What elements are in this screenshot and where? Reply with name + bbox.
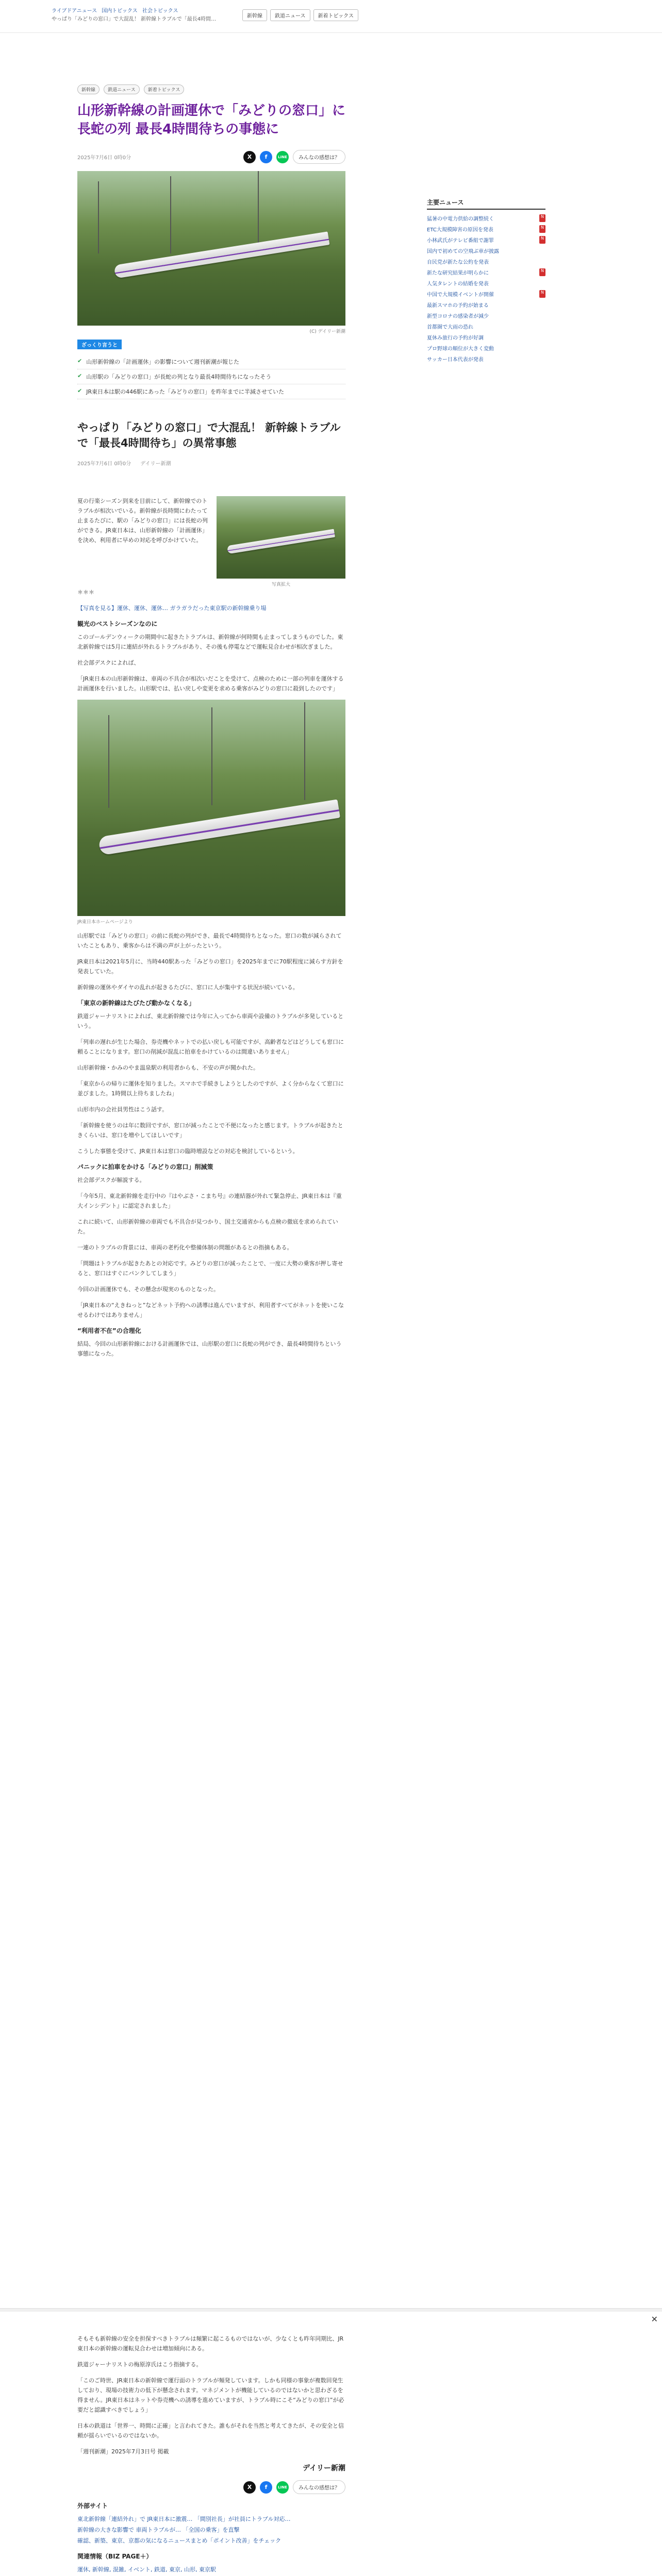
breadcrumb-item[interactable]: ライブドアニュース (52, 8, 97, 14)
article-heading: やっぱり「みどりの窓口」で大混乱！ 新幹線トラブルで「最長4時間待ち」の異常事態 (77, 421, 341, 449)
sidebar-item[interactable]: 小林武氏がテレビ番組で謝罪 N (427, 234, 545, 245)
summary-item: ✔ JR東日本は駅の446駅にあった「みどりの窓口」を昨年までに半減させていた (77, 384, 345, 399)
paragraph: このゴールデンウィークの期間中に起きたトラブルは、新幹線が何時間も止まってしまうものでした。東北新幹線では5月に連結が外れるトラブルがあり、その後も停電などで運転見合わせが相次ぎました。 (77, 634, 343, 650)
sidebar-item[interactable]: 自民党が新たな公約を発表 (427, 260, 489, 265)
external-links-heading: 外部サイト (77, 2502, 108, 2510)
meta-row (77, 150, 345, 164)
photo-caption: (C) デイリー新潮 (309, 329, 345, 334)
x-share-icon[interactable]: X (243, 2481, 256, 2494)
paragraph: 「列車の遅れが生じた場合、券売機やネットでの払い戻しも可能ですが、高齢者などはどうしても窓口に頼ることになります。窓口の削減が混乱に拍車をかけているのは間違いありません」 (77, 1039, 344, 1055)
lead-block (77, 496, 345, 587)
subheading: パニックに拍車をかける「みどりの窓口」削減策 (77, 1163, 213, 1171)
summary-item: ✔ 山形駅の「みどりの窓口」が長蛇の列となり最長4時間待ちになったそう (77, 369, 345, 384)
x-share-icon[interactable]: X (243, 151, 256, 163)
inline-caption: 写真拡大 (271, 582, 290, 587)
pill-tag[interactable]: 新着トピックス (144, 84, 185, 94)
sidebar-item[interactable]: 夏休み旅行の予約が好調 (427, 335, 484, 341)
paragraph: 結局、今回の山形新幹線における計画運休では、山形駅の窓口に長蛇の列ができ、最長4時間待ちという事態になった。 (77, 1341, 342, 1357)
summary-list (77, 354, 345, 399)
external-link[interactable]: 確認、新築、東京、京都の気になるニュースまとめ「ポイント改善」をチェック (77, 2537, 282, 2544)
article-date: 2025年7月6日 0時0分 (77, 155, 131, 161)
brand-logo[interactable]: デイリー新潮 (302, 2464, 345, 2472)
sidebar-item[interactable]: プロ野球の順位が大きく変動 (427, 346, 494, 352)
paragraph: そもそも新幹線の安全を担保すべきトラブルは頻繁に起こるものではないが、少なくとも昨年同期比、JR東日本の新幹線の運転見合わせは増加傾向にある。 (77, 2335, 344, 2352)
article-date-2: 2025年7月6日 0時0分 (77, 461, 131, 467)
line-share-icon[interactable]: LINE (276, 151, 289, 163)
paragraph: 山形市内の会社員男性はこう話す。 (77, 1106, 168, 1113)
facebook-share-icon[interactable]: f (260, 2481, 272, 2494)
tags-heading: 関連情報（BIZ PAGE＋） (77, 2553, 153, 2560)
sidebar-title: 主要ニュース (427, 198, 545, 210)
paragraph: 鉄道ジャーナリストによれば、東北新幹線では今年に入ってから車両や設備のトラブルが多発しているという。 (77, 1013, 344, 1029)
lead-paragraph: 夏の行楽シーズン到来を目前にして、新幹線でのトラブルが相次いでいる。新幹線が長時間にわたって止まるたびに、駅の「みどりの窓口」には長蛇の列ができる。JR東日本は、山形新幹線の「計画運休」を決め、利用者に早めの対応を呼びかけていた。 (77, 498, 208, 544)
sidebar-item[interactable]: サッカー日本代表が発表 (427, 357, 484, 363)
paragraph: 「東京からの帰りに運休を知りました。スマホで手続きしようとしたのですが、よく分からなくて窓口に並びました。1時間以上待ちましたね」 (77, 1080, 344, 1097)
inline-photo[interactable] (217, 496, 345, 579)
sidebar-item[interactable]: 最新スマホの予約が始まる (427, 303, 489, 309)
pill-tag[interactable]: 新幹線 (77, 84, 100, 94)
article-source[interactable]: デイリー新潮 (140, 461, 171, 467)
summary-box (77, 340, 345, 399)
source-note: 「週刊新潮」2025年7月3日号 掲載 (77, 2448, 169, 2455)
summary-item: ✔ 山形新幹線の「計画運休」の影響について週刊新潮が報じた (77, 354, 345, 369)
paragraph: 社会部デスクが解説する。 (77, 1177, 145, 1183)
external-link[interactable]: 東北新幹線「連結外れ」で JR東日本に激震… 「間別社長」が社員にトラブル対応… (77, 2516, 291, 2522)
facebook-share-icon[interactable]: f (260, 151, 272, 163)
reaction-button[interactable]: みんなの感想は？ (293, 2480, 345, 2494)
inline-figure (217, 496, 345, 587)
header-tab[interactable]: 新幹線 (242, 9, 267, 21)
article (77, 84, 345, 1365)
subheading: “利用者不在”の合理化 (77, 1327, 141, 1334)
sidebar-item[interactable]: 中国で大規模イベントが開催 N (427, 289, 545, 299)
article-continued (77, 2334, 345, 2576)
breadcrumb-item[interactable]: 社会トピックス (142, 8, 178, 14)
top-header (0, 0, 662, 33)
tags-list[interactable]: 運休, 新幹線, 混雑, イベント, 鉄道, 東京, 山形, 東京駅 (77, 2566, 216, 2573)
pill-tag[interactable]: 鉄道ニュース (104, 84, 140, 94)
paragraph: 「JR東日本の“えきねっと”などネット予約への誘導は進んでいますが、利用者すべてがネットを使いこなせるわけではありません」 (77, 1302, 344, 1318)
paragraph: 一連のトラブルの背景には、車両の老朽化や整備体制の問題があるとの指摘もある。 (77, 1244, 293, 1251)
paragraph: 「JR東日本の山形新幹線は、車両の不具合が相次いだことを受けて、点検のために一部の列車を運休する計画運休を行いました。山形駅では、払い戻しや変更を求める乗客がみどりの窓口に殺到したのです」 (77, 675, 344, 692)
sidebar-item[interactable]: 首都圏で大雨の恐れ (427, 325, 473, 330)
article-pills (77, 84, 345, 94)
check-icon: ✔ (77, 358, 82, 364)
paragraph: 「新幹線を使うのは年に数回ですが、窓口が減ったことで不便になったと感じます。トラブルが起きたときくらいは、窓口を増やしてほしいです」 (77, 1122, 343, 1139)
related-link[interactable]: 【写真を見る】運休、運休、運休… ガラガラだった東京駅の新幹線乗り場 (77, 605, 267, 612)
paragraph: 山形新幹線・かみのやま温泉駅の利用者からも、不安の声が聞かれた。 (77, 1064, 259, 1071)
train-illustration (114, 231, 330, 278)
breadcrumb-current: やっぱり「みどりの窓口」で大混乱！ 新幹線トラブルで「最長4時間… (52, 16, 217, 22)
paragraph: 山形駅では「みどりの窓口」の前に長蛇の列ができ、最長で4時間待ちとなった。窓口の数が減らされていたこともあり、乗客からは不満の声が上がったという。 (77, 933, 342, 949)
summary-badge: ざっくり言うと (77, 340, 122, 349)
divider-stars: ＊＊＊ (77, 589, 94, 596)
paragraph: これに続いて、山形新幹線の車両でも不具合が見つかり、国土交通省からも点検の徹底を求められていた。 (77, 1218, 338, 1235)
sidebar-item[interactable]: 新型コロナの感染者が減少 (427, 314, 489, 319)
sidebar-item[interactable]: 人気タレントの結婚を発表 (427, 281, 489, 287)
header-tab[interactable]: 鉄道ニュース (270, 9, 310, 21)
paragraph: 今回の計画運休でも、その懸念が現実のものとなった。 (77, 1286, 219, 1293)
big-photo[interactable] (77, 700, 345, 916)
sidebar-item[interactable]: ETC大規模障害の原因を発表 N (427, 224, 545, 234)
sidebar-item[interactable]: 新たな研究結果が明らかに N (427, 267, 545, 278)
check-icon: ✔ (77, 387, 82, 394)
meta-row-2 (77, 459, 345, 467)
subheading: 「東京の新幹線はたびたび動かなくなる」 (77, 999, 195, 1007)
breadcrumb (52, 6, 181, 14)
external-link[interactable]: 新幹線の大きな影響で 車両トラブルが… 「全国の乗客」を直撃 (77, 2527, 240, 2533)
reaction-button[interactable]: みんなの感想は？ (293, 150, 345, 164)
sidebar-item[interactable]: 国内で初めての空飛ぶ車が披露 (427, 249, 499, 255)
header-tabs (242, 9, 358, 21)
sidebar (427, 198, 545, 364)
paragraph: 「このご時世、JR東日本の新幹線で運行面のトラブルが頻発しています。しかも同様の事象が複数回発生しており、現場の技術力の低下が懸念されます。マネジメントが機能しているのではないかと思わざるを得ません。JR東日本はネットや券売機への誘導を進めていますが、トラブル時にこそ“みどりの窓口”が必要だと認識すべきでしょう」 (77, 2377, 344, 2413)
paragraph: 社会部デスクによれば、 (77, 659, 140, 666)
share-bar (243, 150, 345, 164)
big-caption: JR東日本ホームページより (77, 920, 133, 925)
header-tab[interactable]: 新着トピックス (313, 9, 359, 21)
breadcrumb-item[interactable]: 国内トピックス (102, 8, 138, 14)
sidebar-list (427, 213, 545, 364)
paragraph: 新幹線の運休やダイヤの乱れが起きるたびに、窓口に人が集中する状況が続いている。 (77, 984, 299, 991)
paragraph: こうした事態を受けて、JR東日本は窓口の臨時増設などの対応を検討しているという。 (77, 1148, 299, 1155)
paragraph: 日本の鉄道は「世界一、時間に正確」と言われてきた。誰もがそれを当然と考えてきたが、その安全と信頼が揺らいでいるのではないか。 (77, 2422, 344, 2439)
sticky-ad-strip (0, 2308, 662, 2312)
hero-photo (77, 171, 345, 326)
subheading: 観光のベストシーズンなのに (77, 620, 158, 628)
share-bar-bottom (77, 2480, 345, 2494)
sidebar-item[interactable]: 猛暑の中電力供給の調整続く N (427, 213, 545, 224)
article-title: 山形新幹線の計画運休で「みどりの窓口」に長蛇の列 最長4時間待ちの事態に (77, 103, 346, 137)
close-icon[interactable]: ✕ (651, 2314, 658, 2324)
paragraph: 「問題はトラブルが起きたあとの対応です。みどりの窓口が減ったことで、一度に大勢の乗客が押し寄せると、窓口はすぐにパンクしてしまう」 (77, 1260, 343, 1277)
paragraph: JR東日本は2021年5月に、当時440駅あった「みどりの窓口」を2025年までに70駅程度に減らす方針を発表していた。 (77, 958, 343, 975)
paragraph: 鉄道ジャーナリストの梅原淳氏はこう指摘する。 (77, 2361, 202, 2368)
check-icon: ✔ (77, 372, 82, 379)
paragraph: 「今年5月、東北新幹線を走行中の『はやぶさ・こまち号』の連結器が外れて緊急停止、JR東日本は『重大インシデント』に認定されました」 (77, 1193, 342, 1209)
line-share-icon[interactable]: LINE (276, 2481, 289, 2494)
